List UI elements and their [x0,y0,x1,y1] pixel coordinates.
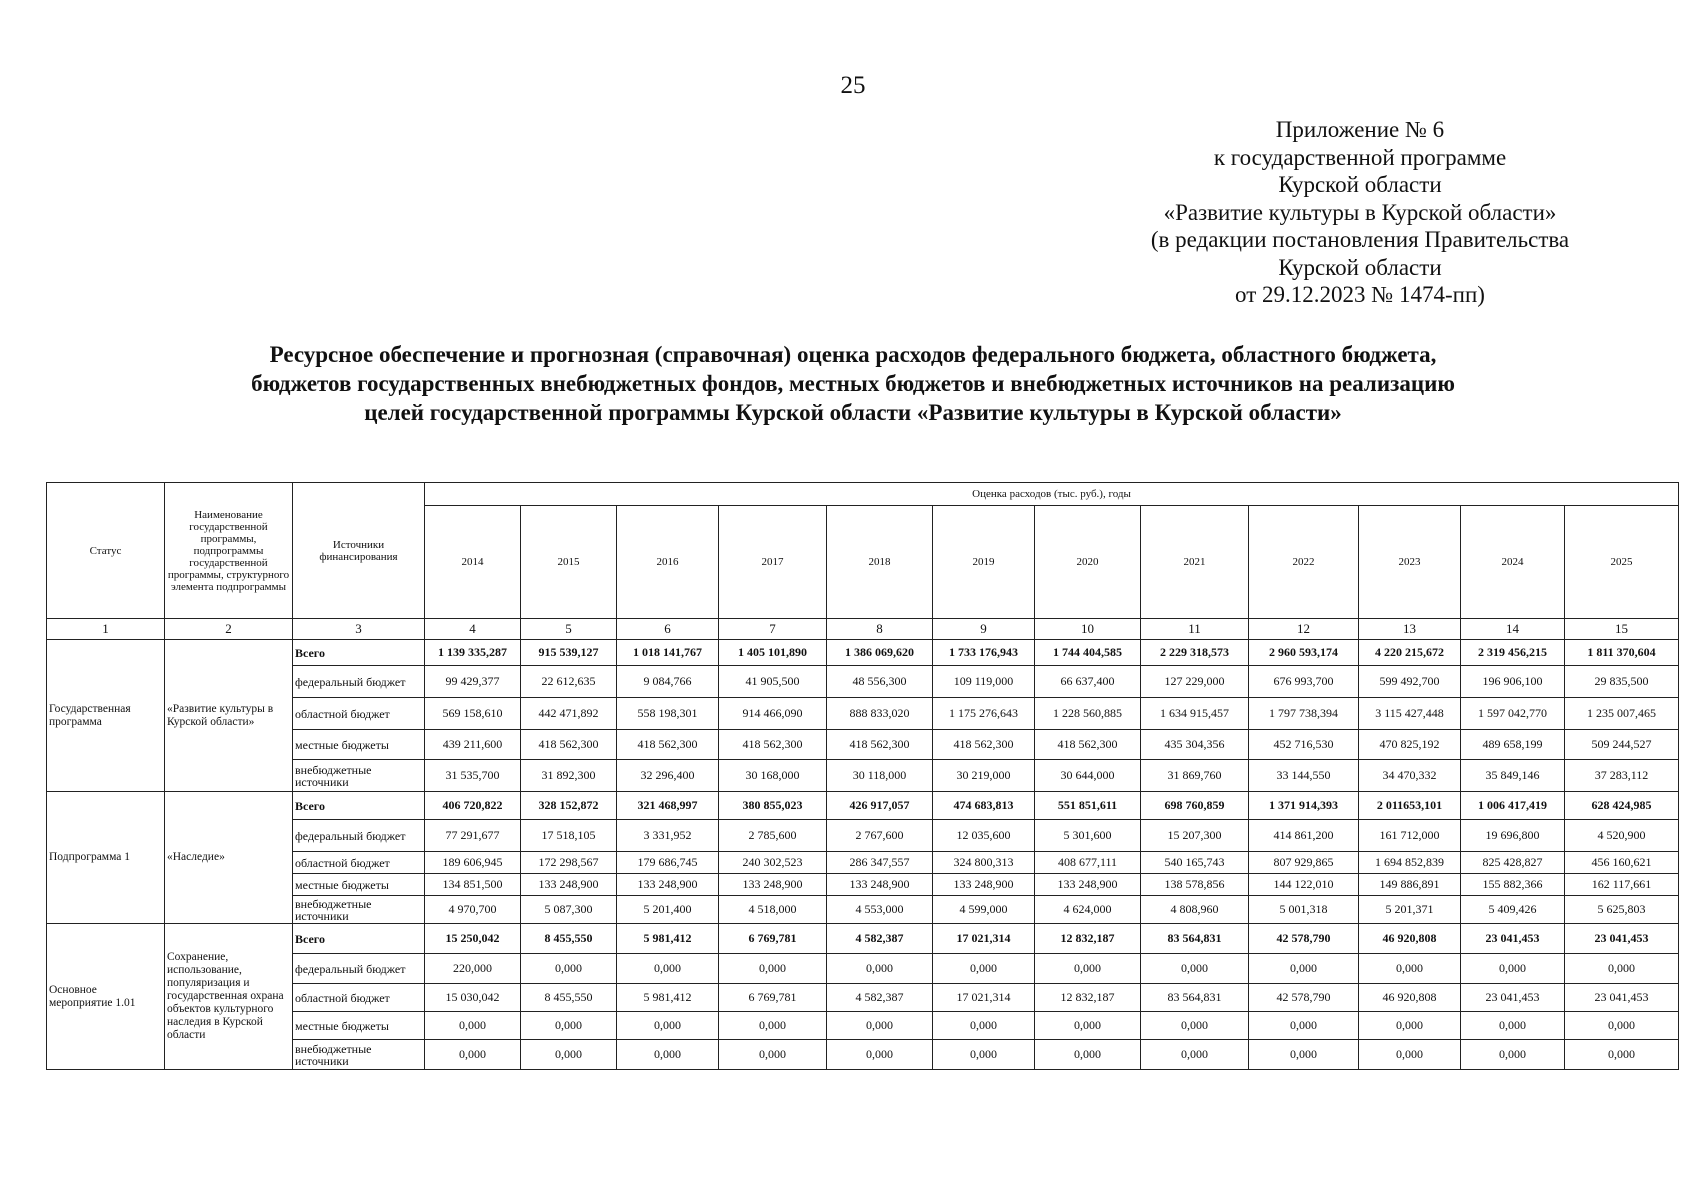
expense-value: 0,000 [617,954,719,984]
column-number: 2 [165,619,293,640]
expense-value: 321 468,997 [617,792,719,820]
column-number-row [47,619,1679,640]
expense-value: 5 201,371 [1359,896,1461,924]
expense-value: 31 869,760 [1141,760,1249,792]
expense-value: 83 564,831 [1141,924,1249,954]
expense-value: 4 518,000 [719,896,827,924]
column-number: 13 [1359,619,1461,640]
expense-value: 380 855,023 [719,792,827,820]
expense-value: 133 248,900 [617,874,719,896]
group-status: Основное мероприятие 1.01 [47,924,165,1070]
expense-value: 4 582,387 [827,984,933,1012]
expense-value: 0,000 [617,1040,719,1070]
column-number: 5 [521,619,617,640]
funding-source: местные бюджеты [293,874,425,896]
expense-value: 439 211,600 [425,730,521,760]
expense-value: 1 811 370,604 [1565,640,1679,666]
expense-value: 0,000 [1461,1040,1565,1070]
expense-value: 42 578,790 [1249,984,1359,1012]
expense-value: 2 319 456,215 [1461,640,1565,666]
expense-value: 3 115 427,448 [1359,698,1461,730]
column-number: 15 [1565,619,1679,640]
expense-value: 0,000 [521,954,617,984]
budget-table [46,482,1679,1070]
header-year: 2017 [719,506,827,619]
expense-value: 406 720,822 [425,792,521,820]
expense-value: 5 981,412 [617,984,719,1012]
expense-value: 32 296,400 [617,760,719,792]
header-status: Статус [47,483,165,619]
column-number: 11 [1141,619,1249,640]
expense-value: 474 683,813 [933,792,1035,820]
expense-value: 470 825,192 [1359,730,1461,760]
expense-value: 34 470,332 [1359,760,1461,792]
expense-value: 127 229,000 [1141,666,1249,698]
expense-value: 29 835,500 [1565,666,1679,698]
expense-value: 0,000 [1359,1040,1461,1070]
header-year: 2022 [1249,506,1359,619]
expense-value: 489 658,199 [1461,730,1565,760]
expense-value: 66 637,400 [1035,666,1141,698]
expense-value: 0,000 [1035,1012,1141,1040]
expense-value: 0,000 [521,1012,617,1040]
column-number: 3 [293,619,425,640]
expense-value: 31 535,700 [425,760,521,792]
group-status: Подпрограмма 1 [47,792,165,924]
expense-value: 0,000 [425,1040,521,1070]
expense-value: 4 220 215,672 [1359,640,1461,666]
header-year: 2019 [933,506,1035,619]
expense-value: 19 696,800 [1461,820,1565,852]
expense-value: 456 160,621 [1565,852,1679,874]
group-name: «Наследие» [165,792,293,924]
header-year: 2023 [1359,506,1461,619]
expense-value: 1 733 176,943 [933,640,1035,666]
column-number: 7 [719,619,827,640]
expense-value: 1 597 042,770 [1461,698,1565,730]
appendix-block [1100,116,1620,309]
column-number: 12 [1249,619,1359,640]
expense-value: 1 386 069,620 [827,640,933,666]
expense-value: 144 122,010 [1249,874,1359,896]
expense-value: 1 634 915,457 [1141,698,1249,730]
expense-value: 0,000 [933,1040,1035,1070]
page-number: 25 [840,72,866,99]
expense-value: 1 235 007,465 [1565,698,1679,730]
expense-value: 0,000 [827,954,933,984]
group-name: Сохранение, использование, популяризация и государственная охрана объектов культурного наследия в Курской области [165,924,293,1070]
expense-value: 0,000 [1565,1040,1679,1070]
expense-value: 418 562,300 [827,730,933,760]
expense-value: 4 599,000 [933,896,1035,924]
expense-value: 4 970,700 [425,896,521,924]
funding-source: федеральный бюджет [293,954,425,984]
expense-value: 1 139 335,287 [425,640,521,666]
table-body [47,619,1679,1070]
header-estimate: Оценка расходов (тыс. руб.), годы [425,483,1679,506]
expense-value: 133 248,900 [827,874,933,896]
expense-value: 286 347,557 [827,852,933,874]
expense-value: 0,000 [1035,954,1141,984]
column-number: 1 [47,619,165,640]
appendix-line: Курской области [1278,172,1442,197]
expense-value: 888 833,020 [827,698,933,730]
expense-value: 5 001,318 [1249,896,1359,924]
expense-value: 915 539,127 [521,640,617,666]
expense-value: 37 283,112 [1565,760,1679,792]
column-number: 8 [827,619,933,640]
expense-value: 196 906,100 [1461,666,1565,698]
header-year: 2018 [827,506,933,619]
expense-value: 418 562,300 [617,730,719,760]
appendix-line: Приложение № 6 [1275,117,1445,142]
expense-value: 46 920,808 [1359,984,1461,1012]
expense-value: 0,000 [1359,954,1461,984]
funding-source: областной бюджет [293,984,425,1012]
funding-source: местные бюджеты [293,730,425,760]
expense-value: 4 520,900 [1565,820,1679,852]
expense-value: 17 518,105 [521,820,617,852]
expense-value: 1 797 738,394 [1249,698,1359,730]
expense-value: 22 612,635 [521,666,617,698]
column-number: 10 [1035,619,1141,640]
expense-value: 0,000 [1565,954,1679,984]
expense-value: 189 606,945 [425,852,521,874]
expense-value: 0,000 [827,1040,933,1070]
expense-value: 0,000 [1035,1040,1141,1070]
funding-source: областной бюджет [293,698,425,730]
header-year: 2024 [1461,506,1565,619]
appendix-line: (в редакции постановления Правительства [1150,227,1570,252]
expense-value: 15 250,042 [425,924,521,954]
expense-value: 23 041,453 [1461,924,1565,954]
expense-value: 240 302,523 [719,852,827,874]
expense-value: 23 041,453 [1461,984,1565,1012]
header-year: 2016 [617,506,719,619]
expense-value: 5 201,400 [617,896,719,924]
expense-value: 628 424,985 [1565,792,1679,820]
funding-source: областной бюджет [293,852,425,874]
header-year: 2014 [425,506,521,619]
title-line: целей государственной программы Курской области «Развитие культуры в Курской области» [364,400,1342,425]
expense-value: 0,000 [521,1040,617,1070]
expense-value: 42 578,790 [1249,924,1359,954]
table-row [47,640,1679,666]
expense-value: 807 929,865 [1249,852,1359,874]
column-number: 9 [933,619,1035,640]
expense-value: 0,000 [719,954,827,984]
expense-value: 825 428,827 [1461,852,1565,874]
funding-source: федеральный бюджет [293,666,425,698]
expense-value: 418 562,300 [933,730,1035,760]
funding-source: местные бюджеты [293,1012,425,1040]
expense-value: 4 808,960 [1141,896,1249,924]
expense-value: 442 471,892 [521,698,617,730]
header-year: 2021 [1141,506,1249,619]
expense-value: 408 677,111 [1035,852,1141,874]
column-number: 14 [1461,619,1565,640]
expense-value: 418 562,300 [1035,730,1141,760]
expense-value: 0,000 [1141,1012,1249,1040]
expense-value: 134 851,500 [425,874,521,896]
expense-value: 15 030,042 [425,984,521,1012]
expense-value: 155 882,366 [1461,874,1565,896]
expense-value: 426 917,057 [827,792,933,820]
expense-value: 328 152,872 [521,792,617,820]
table-row [47,792,1679,820]
expense-value: 3 331,952 [617,820,719,852]
appendix-line: от 29.12.2023 № 1474-пп) [1235,282,1485,307]
title-line: бюджетов государственных внебюджетных фондов, местных бюджетов и внебюджетных источников на реализацию [251,371,1455,396]
column-number: 6 [617,619,719,640]
expense-value: 0,000 [933,1012,1035,1040]
expense-value: 0,000 [1249,1012,1359,1040]
funding-source: федеральный бюджет [293,820,425,852]
expense-value: 31 892,300 [521,760,617,792]
expense-value: 418 562,300 [719,730,827,760]
expense-value: 0,000 [933,954,1035,984]
expense-value: 0,000 [827,1012,933,1040]
funding-source: Всего [293,640,425,666]
title-line: Ресурсное обеспечение и прогнозная (справочная) оценка расходов федерального бюджета, областного бюджета, [269,342,1437,367]
expense-value: 220,000 [425,954,521,984]
expense-value: 418 562,300 [521,730,617,760]
expense-value: 149 886,891 [1359,874,1461,896]
funding-source: внебюджетные источники [293,896,425,924]
expense-value: 179 686,745 [617,852,719,874]
expense-value: 5 981,412 [617,924,719,954]
funding-source: внебюджетные источники [293,760,425,792]
expense-value: 83 564,831 [1141,984,1249,1012]
expense-value: 46 920,808 [1359,924,1461,954]
expense-value: 4 582,387 [827,924,933,954]
expense-value: 109 119,000 [933,666,1035,698]
expense-value: 133 248,900 [933,874,1035,896]
expense-value: 162 117,661 [1565,874,1679,896]
expense-value: 33 144,550 [1249,760,1359,792]
expense-value: 551 851,611 [1035,792,1141,820]
appendix-line: к государственной программе [1213,144,1507,170]
expense-value: 23 041,453 [1565,984,1679,1012]
group-name: «Развитие культуры в Курской области» [165,640,293,792]
expense-value: 17 021,314 [933,924,1035,954]
expense-value: 30 118,000 [827,760,933,792]
budget-table-container [46,482,1678,1070]
expense-value: 1 228 560,885 [1035,698,1141,730]
appendix-line: Курской области [1278,254,1442,280]
expense-value: 6 769,781 [719,924,827,954]
expense-value: 30 219,000 [933,760,1035,792]
funding-source: Всего [293,924,425,954]
expense-value: 12 035,600 [933,820,1035,852]
expense-value: 12 832,187 [1035,924,1141,954]
expense-value: 2 785,600 [719,820,827,852]
expense-value: 9 084,766 [617,666,719,698]
expense-value: 23 041,453 [1565,924,1679,954]
appendix-line: «Развитие культуры в Курской области» [1163,199,1557,225]
expense-value: 8 455,550 [521,984,617,1012]
expense-value: 1 175 276,643 [933,698,1035,730]
expense-value: 4 624,000 [1035,896,1141,924]
header-year: 2015 [521,506,617,619]
expense-value: 569 158,610 [425,698,521,730]
expense-value: 540 165,743 [1141,852,1249,874]
column-number: 4 [425,619,521,640]
funding-source: Всего [293,792,425,820]
expense-value: 1 371 914,393 [1249,792,1359,820]
expense-value: 15 207,300 [1141,820,1249,852]
expense-value: 2 960 593,174 [1249,640,1359,666]
expense-value: 138 578,856 [1141,874,1249,896]
expense-value: 1 744 404,585 [1035,640,1141,666]
expense-value: 12 832,187 [1035,984,1141,1012]
expense-value: 2 011653,101 [1359,792,1461,820]
expense-value: 133 248,900 [719,874,827,896]
funding-source: внебюджетные источники [293,1040,425,1070]
expense-value: 0,000 [1141,954,1249,984]
expense-value: 0,000 [719,1012,827,1040]
expense-value: 77 291,677 [425,820,521,852]
table-row [47,924,1679,954]
expense-value: 0,000 [1359,1012,1461,1040]
header-source: Источники финансирования [293,483,425,619]
expense-value: 8 455,550 [521,924,617,954]
expense-value: 0,000 [617,1012,719,1040]
expense-value: 6 769,781 [719,984,827,1012]
expense-value: 17 021,314 [933,984,1035,1012]
expense-value: 2 229 318,573 [1141,640,1249,666]
document-title [0,340,1706,427]
expense-value: 5 301,600 [1035,820,1141,852]
header-year: 2020 [1035,506,1141,619]
expense-value: 676 993,700 [1249,666,1359,698]
expense-value: 35 849,146 [1461,760,1565,792]
expense-value: 599 492,700 [1359,666,1461,698]
header-name: Наименование государственной программы, подпрограммы государственной программы, структурного элемента подпрограммы [165,483,293,619]
expense-value: 133 248,900 [1035,874,1141,896]
expense-value: 1 006 417,419 [1461,792,1565,820]
expense-value: 48 556,300 [827,666,933,698]
expense-value: 41 905,500 [719,666,827,698]
expense-value: 5 409,426 [1461,896,1565,924]
expense-value: 509 244,527 [1565,730,1679,760]
expense-value: 914 466,090 [719,698,827,730]
header-year: 2025 [1565,506,1679,619]
expense-value: 0,000 [1461,1012,1565,1040]
expense-value: 30 644,000 [1035,760,1141,792]
expense-value: 0,000 [1249,954,1359,984]
expense-value: 414 861,200 [1249,820,1359,852]
group-status: Государственная программа [47,640,165,792]
expense-value: 0,000 [1565,1012,1679,1040]
expense-value: 99 429,377 [425,666,521,698]
expense-value: 452 716,530 [1249,730,1359,760]
expense-value: 0,000 [1461,954,1565,984]
expense-value: 0,000 [1141,1040,1249,1070]
expense-value: 1 018 141,767 [617,640,719,666]
expense-value: 435 304,356 [1141,730,1249,760]
expense-value: 5 087,300 [521,896,617,924]
expense-value: 133 248,900 [521,874,617,896]
expense-value: 1 405 101,890 [719,640,827,666]
expense-value: 5 625,803 [1565,896,1679,924]
expense-value: 172 298,567 [521,852,617,874]
expense-value: 0,000 [719,1040,827,1070]
expense-value: 1 694 852,839 [1359,852,1461,874]
expense-value: 161 712,000 [1359,820,1461,852]
expense-value: 0,000 [1249,1040,1359,1070]
expense-value: 2 767,600 [827,820,933,852]
expense-value: 558 198,301 [617,698,719,730]
expense-value: 30 168,000 [719,760,827,792]
expense-value: 324 800,313 [933,852,1035,874]
expense-value: 0,000 [425,1012,521,1040]
expense-value: 698 760,859 [1141,792,1249,820]
expense-value: 4 553,000 [827,896,933,924]
